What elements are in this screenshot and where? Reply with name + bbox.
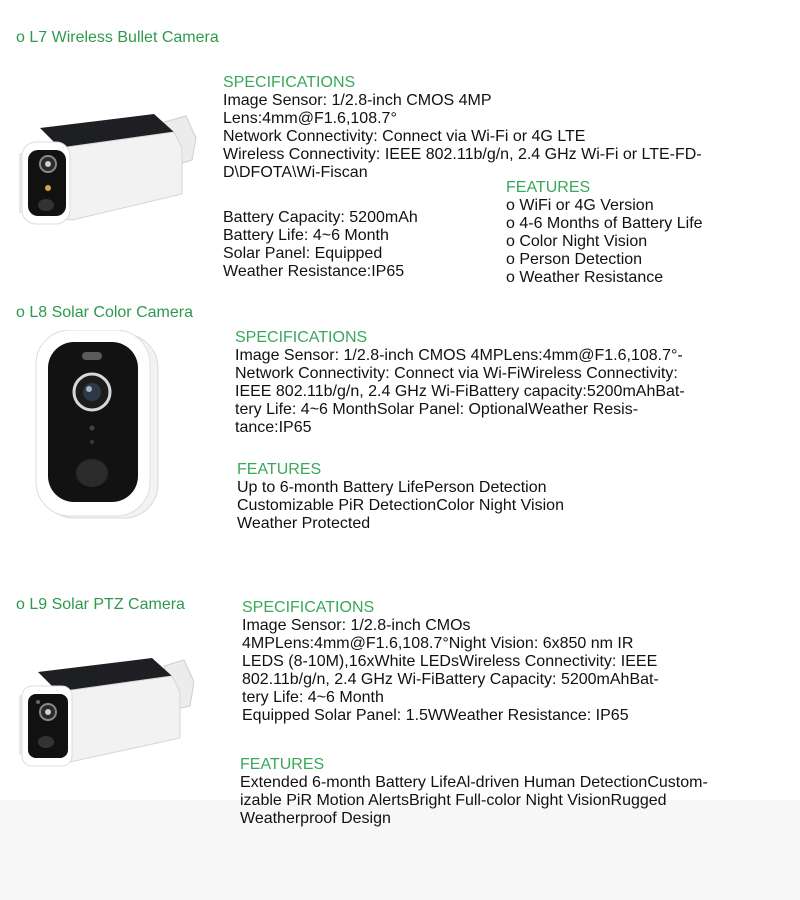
l8-features (237, 461, 564, 533)
product-title-l7: o L7 Wireless Bullet Camera (16, 29, 219, 46)
l9-spec-line: Equipped Solar Panel: 1.5WWeather Resistance: IP65 (242, 707, 629, 724)
l9-camera-image (14, 650, 204, 772)
l9-feature-heading: FEATURES (240, 756, 325, 773)
l7-spec-line: Battery Life: 4~6 Month (223, 227, 389, 244)
l8-specifications (235, 329, 685, 437)
l7-spec-line: Lens:4mm@F1.6,108.7° (223, 110, 397, 127)
l7-feature-item: o Person Detection (506, 251, 643, 268)
l7-features (506, 179, 703, 287)
l7-feature-item: o Weather Resistance (506, 269, 664, 286)
l9-spec-line: LEDS (8-10M),16xWhite LEDsWireless Connectivity: IEEE (242, 653, 658, 670)
l8-camera-image (34, 330, 164, 522)
product-title-l8: o L8 Solar Color Camera (16, 304, 193, 321)
l8-spec-line: Image Sensor: 1/2.8-inch CMOS 4MPLens:4mm@F1.6,108.7°- (235, 347, 683, 364)
l7-spec-heading: SPECIFICATIONS (223, 74, 356, 91)
l7-spec-line: Solar Panel: Equipped (223, 245, 383, 262)
l7-specifications-2 (223, 209, 418, 281)
l7-spec-line: Weather Resistance:IP65 (223, 263, 405, 280)
l7-spec-line: Wireless Connectivity: IEEE 802.11b/g/n, 2.4 GHz Wi-Fi or LTE-FD- (223, 146, 702, 163)
l7-feature-item: o WiFi or 4G Version (506, 197, 654, 214)
l8-spec-line: tery Life: 4~6 MonthSolar Panel: OptionalWeather Resis- (235, 401, 639, 418)
l9-feature-item: Extended 6-month Battery LifeAl-driven Human DetectionCustom- (240, 774, 708, 791)
l9-spec-line: 4MPLens:4mm@F1.6,108.7°Night Vision: 6x850 nm IR (242, 635, 634, 652)
l7-specifications (223, 74, 702, 182)
product-title-l9: o L9 Solar PTZ Camera (16, 596, 185, 613)
l7-feature-heading: FEATURES (506, 179, 591, 196)
l7-spec-line: Image Sensor: 1/2.8-inch CMOS 4MP (223, 92, 492, 109)
l8-feature-item: Weather Protected (237, 515, 371, 532)
l9-spec-heading: SPECIFICATIONS (242, 599, 375, 616)
l7-camera-image (14, 108, 204, 230)
l7-feature-item: o 4-6 Months of Battery Life (506, 215, 703, 232)
l9-spec-line: tery Life: 4~6 Month (242, 689, 384, 706)
l7-spec-line: D\DFOTA\Wi-Fiscan (223, 164, 368, 181)
l9-features (240, 756, 708, 828)
l7-spec-line: Battery Capacity: 5200mAh (223, 209, 418, 226)
l7-feature-item: o Color Night Vision (506, 233, 648, 250)
l8-spec-line: tance:IP65 (235, 419, 312, 436)
l9-spec-line: 802.11b/g/n, 2.4 GHz Wi-FiBattery Capacity: 5200mAhBat- (242, 671, 659, 688)
l8-feature-item: Up to 6-month Battery LifePerson Detection (237, 479, 547, 496)
l8-spec-line: IEEE 802.11b/g/n, 2.4 GHz Wi-FiBattery capacity:5200mAhBat- (235, 383, 685, 400)
l8-feature-heading: FEATURES (237, 461, 322, 478)
l7-spec-line: Network Connectivity: Connect via Wi-Fi or 4G LTE (223, 128, 586, 145)
l9-feature-item: izable PiR Motion AlertsBright Full-color Night VisionRugged (240, 792, 667, 809)
l8-spec-line: Network Connectivity: Connect via Wi-FiWireless Connectivity: (235, 365, 678, 382)
l9-spec-line: Image Sensor: 1/2.8-inch CMOs (242, 617, 471, 634)
l9-feature-item: Weatherproof Design (240, 810, 391, 827)
l8-feature-item: Customizable PiR DetectionColor Night Vision (237, 497, 564, 514)
l9-specifications (242, 599, 659, 725)
l8-spec-heading: SPECIFICATIONS (235, 329, 368, 346)
